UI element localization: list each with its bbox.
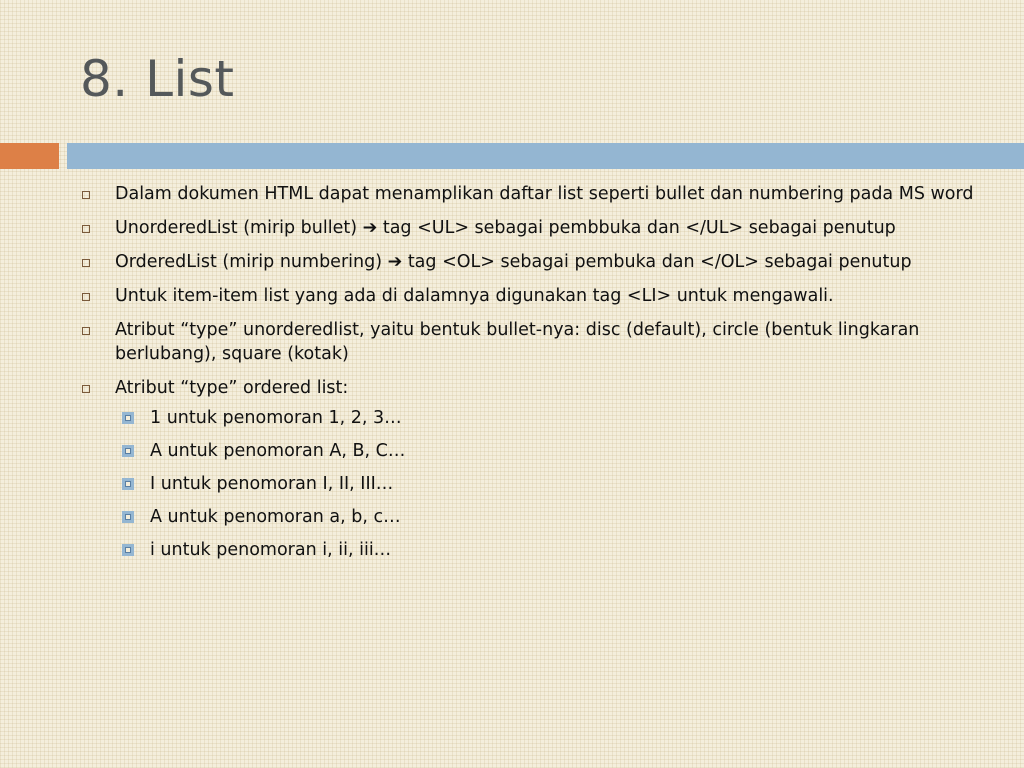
- slide-content: [80, 182, 980, 572]
- list-item: [80, 182, 980, 206]
- list-item: [80, 376, 980, 562]
- sub-list-item-text: i untuk penomoran i, ii, iii…: [150, 540, 392, 560]
- list-item-text: Untuk item-item list yang ada di dalamnya digunakan tag <LI> untuk mengawali.: [115, 286, 834, 306]
- list-item: [80, 250, 980, 274]
- square-bullet-icon: [82, 259, 90, 267]
- square-bullet-icon: [82, 293, 90, 301]
- bullet-list: [80, 182, 980, 562]
- square-bullet-icon: [82, 225, 90, 233]
- filled-square-bullet-icon: [122, 478, 134, 490]
- list-item: [80, 318, 980, 366]
- sub-list-item-text: I untuk penomoran I, II, III…: [150, 474, 394, 494]
- sub-list-item: [115, 439, 980, 463]
- sub-list-item-text: A untuk penomoran a, b, c…: [150, 507, 401, 527]
- filled-square-bullet-icon: [122, 445, 134, 457]
- accent-bar: [0, 143, 59, 169]
- sub-list-item: [115, 406, 980, 430]
- list-item-text: OrderedList (mirip numbering) ➔ tag <OL> sebagai pembuka dan </OL> sebagai penutup: [115, 252, 912, 272]
- square-bullet-icon: [82, 327, 90, 335]
- sub-list-item: [115, 472, 980, 496]
- filled-square-bullet-icon: [122, 511, 134, 523]
- square-bullet-icon: [82, 191, 90, 199]
- sub-list-item: [115, 538, 980, 562]
- square-bullet-icon: [82, 385, 90, 393]
- sub-bullet-list: [115, 406, 980, 562]
- list-item-text: UnorderedList (mirip bullet) ➔ tag <UL> sebagai pembbuka dan </UL> sebagai penutup: [115, 218, 896, 238]
- filled-square-bullet-icon: [122, 412, 134, 424]
- list-item: [80, 216, 980, 240]
- slide-title: 8. List: [80, 50, 235, 108]
- list-item-text: Dalam dokumen HTML dapat menamplikan daftar list seperti bullet dan numbering pada MS word: [115, 184, 974, 204]
- header-divider-bar: [67, 143, 1024, 169]
- list-item: [80, 284, 980, 308]
- sub-list-item-text: A untuk penomoran A, B, C…: [150, 441, 406, 461]
- sub-list-item-text: 1 untuk penomoran 1, 2, 3…: [150, 408, 402, 428]
- list-item-text: Atribut “type” ordered list:: [115, 378, 349, 398]
- filled-square-bullet-icon: [122, 544, 134, 556]
- sub-list-item: [115, 505, 980, 529]
- list-item-text: Atribut “type” unorderedlist, yaitu bentuk bullet-nya: disc (default), circle (bentuk lingkaran berlubang), square (kotak): [115, 320, 920, 364]
